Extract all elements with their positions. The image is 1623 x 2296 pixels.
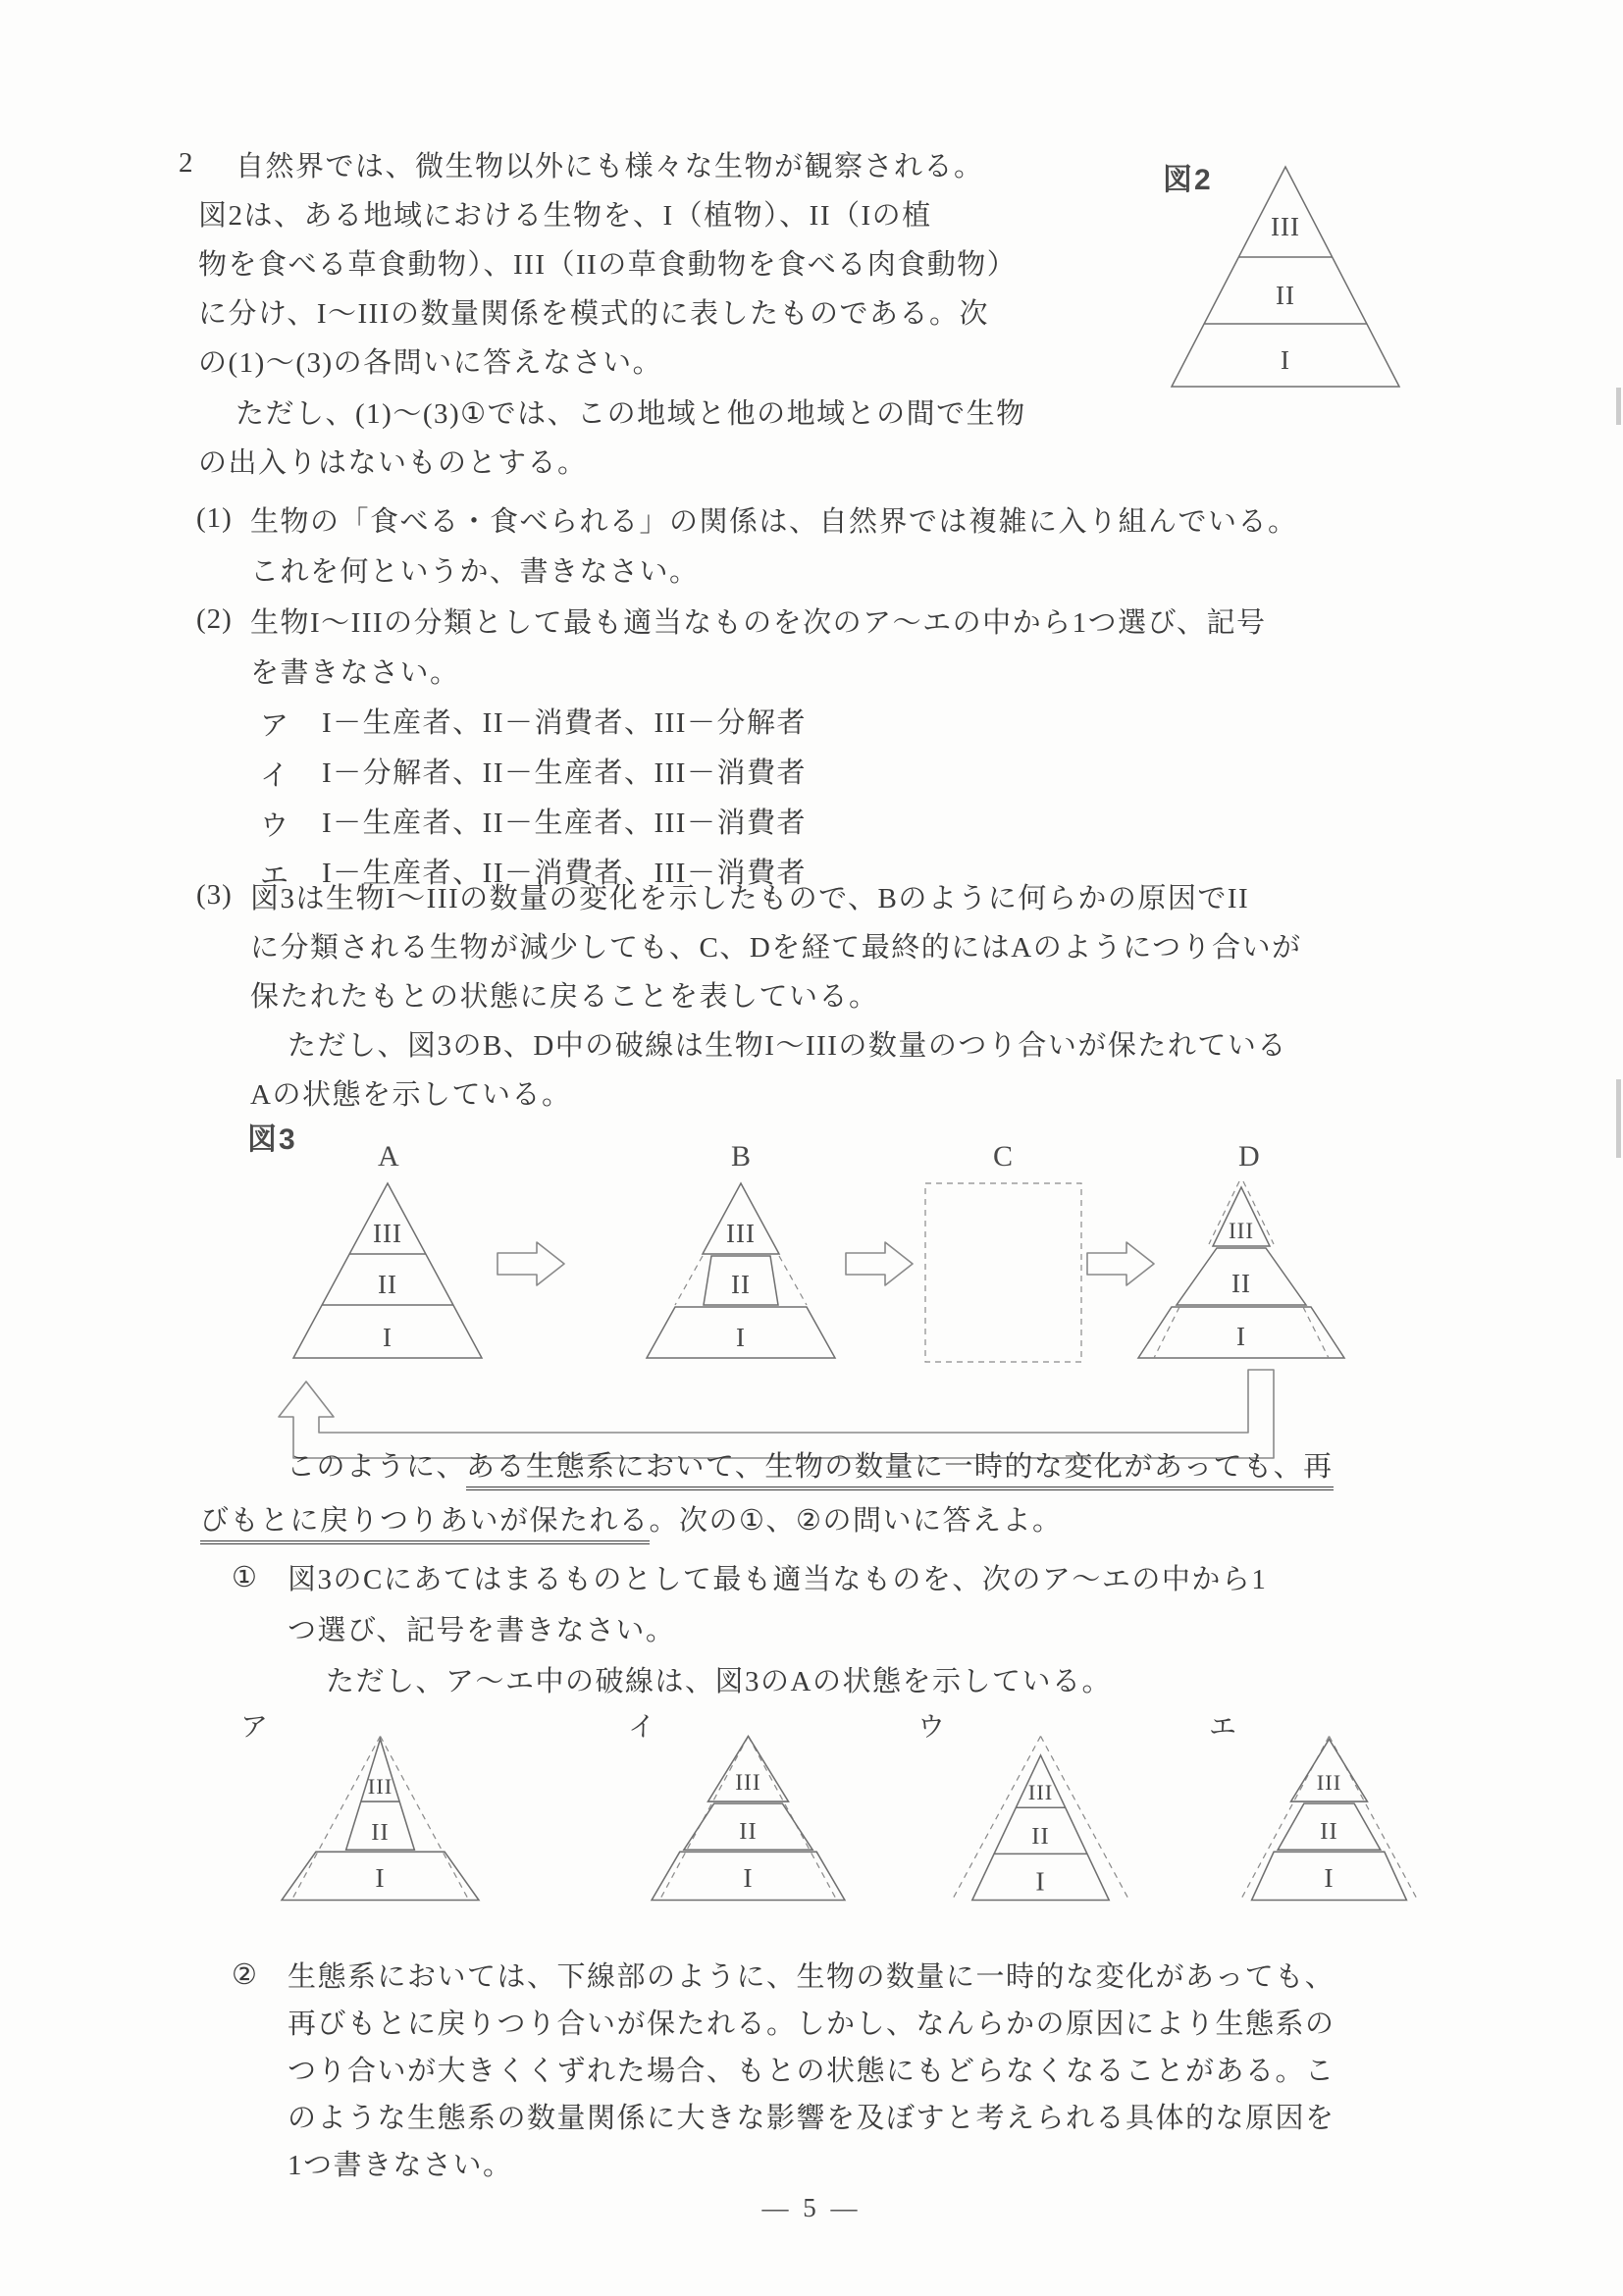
svg-text:I: I — [1035, 1865, 1046, 1897]
fig3-pyramid-a — [280, 1177, 496, 1364]
q2-line-2: を書きなさい。 — [250, 657, 460, 689]
intro-line-7: の出入りはないものとする。 — [198, 447, 588, 479]
q1-marker: (1) — [196, 502, 233, 534]
svg-text:III: III — [1229, 1219, 1254, 1243]
q3-marker: (3) — [196, 879, 233, 911]
scan-artifact-mark — [1616, 1079, 1621, 1158]
svg-text:I: I — [383, 1323, 393, 1352]
q2-marker: (2) — [196, 603, 233, 635]
q2-option-u-marker: ウ — [260, 810, 290, 842]
q2-option-a-marker: ア — [260, 710, 290, 742]
sub2-line-4: のような生態系の数量関係に大きな影響を及ぼすと考えられる具体的な原因を — [288, 2103, 1335, 2134]
sub1-marker: ① — [232, 1562, 258, 1593]
q2-line-1: 生物I～IIIの分類として最も適当なものを次のア～エの中から1つ選び、記号 — [250, 607, 1267, 639]
sub2-line-2: 再びもとに戻りつり合いが保たれる。しかし、なんらかの原因により生態系の — [288, 2009, 1335, 2040]
fig3-stage-d-label: D — [1238, 1140, 1260, 1173]
option-a-pyramid — [280, 1731, 481, 1907]
fig2-label: 図2 — [1163, 164, 1213, 196]
option-e-pyramid — [1229, 1731, 1430, 1907]
q2-option-i-text: I－分解者、II－生産者、III－消費者 — [322, 757, 807, 789]
svg-text:II: II — [731, 1270, 751, 1299]
summary-line-1: このように、ある生態系において、生物の数量に一時的な変化があっても、再 — [287, 1447, 1334, 1487]
svg-text:III: III — [726, 1219, 756, 1248]
option-u-label: ウ — [917, 1712, 946, 1743]
svg-text:II: II — [1031, 1823, 1050, 1851]
svg-text:III: III — [1316, 1769, 1342, 1795]
fig3-arrow-1 — [496, 1238, 566, 1289]
underlined-text-1: ある生態系において、生物の数量に一時的な変化があっても、再 — [466, 1451, 1334, 1490]
q1-line-1: 生物の「食べる・食べられる」の関係は、自然界では複雑に入り組んでいる。 — [250, 506, 1298, 538]
svg-text:II: II — [371, 1819, 390, 1847]
fig2-level-2: II — [1276, 281, 1295, 310]
svg-text:I: I — [736, 1323, 746, 1352]
q2-option-a-text: I－生産者、II－消費者、III－分解者 — [322, 707, 807, 739]
svg-text:I: I — [743, 1862, 754, 1894]
intro-line-6: ただし、(1)～(3)①では、この地域と他の地域との間で生物 — [236, 398, 1026, 430]
fig2-level-1: I — [1281, 345, 1290, 375]
page-number: — 5 — — [761, 2193, 862, 2222]
sub2-marker: ② — [232, 1959, 258, 1991]
fig3-stage-a-label: A — [378, 1140, 399, 1173]
intro-line-4: に分け、I～IIIの数量関係を模式的に表したものである。次 — [198, 298, 989, 330]
q2-option-i-marker: イ — [260, 760, 290, 792]
fig3-arrow-2 — [844, 1238, 915, 1289]
svg-text:I: I — [1236, 1322, 1246, 1351]
q2-option-e-marker: エ — [260, 861, 290, 892]
svg-text:I: I — [375, 1862, 386, 1894]
fig2-level-3: III — [1271, 212, 1300, 241]
q3-line-4: ただし、図3のB、D中の破線は生物I～IIIの数量のつり合いが保たれている — [288, 1030, 1287, 1062]
intro-line-3: 物を食べる草食動物）、III（IIの草食動物を食べる肉食動物） — [198, 249, 1018, 281]
svg-text:II: II — [739, 1817, 758, 1845]
svg-text:III: III — [367, 1773, 393, 1799]
underlined-text-2: びもとに戻りつりあいが保たれる — [200, 1505, 650, 1544]
scan-artifact-mark — [1616, 388, 1621, 425]
fig3-pyramid-b — [633, 1177, 849, 1364]
svg-text:II: II — [378, 1270, 397, 1299]
q3-line-2: に分類される生物が減少しても、C、Dを経て最終的にはAのようにつり合いが — [250, 932, 1302, 964]
sub2-line-5: 1つ書きなさい。 — [288, 2150, 513, 2181]
fig3-box-c — [922, 1180, 1084, 1365]
fig3-stage-b-label: B — [731, 1140, 752, 1173]
fig3-stage-c-label: C — [993, 1140, 1014, 1173]
svg-text:III: III — [1027, 1780, 1054, 1805]
q3-line-1: 図3は生物I～IIIの数量の変化を示したもので、Bのように何らかの原因でII — [250, 883, 1250, 914]
q3-line-5: Aの状態を示している。 — [250, 1079, 572, 1111]
summary-line-2: びもとに戻りつりあいが保たれる。次の①、②の問いに答えよ。 — [200, 1501, 1063, 1540]
svg-text:II: II — [1231, 1269, 1251, 1298]
sub1-line-3: ただし、ア～エ中の破線は、図3のAの状態を示している。 — [326, 1666, 1112, 1697]
svg-text:II: II — [1320, 1817, 1338, 1845]
svg-text:III: III — [735, 1769, 761, 1796]
svg-text:III: III — [373, 1219, 402, 1248]
sub2-line-1: 生態系においては、下線部のように、生物の数量に一時的な変化があっても、 — [288, 1961, 1335, 1993]
fig3-label: 図3 — [247, 1123, 297, 1156]
option-i-label: イ — [628, 1712, 656, 1743]
q2-option-e-text: I－生産者、II－消費者、III－消費者 — [322, 858, 807, 889]
option-i-pyramid — [648, 1731, 849, 1907]
fig2-pyramid — [1158, 159, 1413, 394]
question-number: 2 — [179, 147, 194, 179]
option-u-pyramid — [940, 1731, 1141, 1907]
sub1-line-2: つ選び、記号を書きなさい。 — [288, 1615, 676, 1646]
option-e-label: エ — [1209, 1712, 1237, 1743]
q2-option-u-text: I－生産者、II－生産者、III－消費者 — [322, 808, 807, 839]
svg-text:I: I — [1324, 1862, 1335, 1894]
intro-line-1: 自然界では、微生物以外にも様々な生物が観察される。 — [236, 151, 984, 183]
intro-line-2: 図2は、ある地域における生物を、I（植物）、II（Iの植 — [198, 200, 932, 232]
fig3-pyramid-d — [1128, 1175, 1354, 1364]
option-a-label: ア — [240, 1712, 269, 1743]
q1-line-2: これを何というか、書きなさい。 — [250, 556, 700, 588]
intro-line-5: の(1)～(3)の各問いに答えなさい。 — [198, 347, 663, 379]
sub2-line-3: つり合いが大きくくずれた場合、もとの状態にもどらなくなることがある。こ — [288, 2056, 1335, 2087]
q3-line-3: 保たれたもとの状態に戻ることを表している。 — [250, 981, 879, 1013]
sub1-line-1: 図3のCにあてはまるものとして最も適当なものを、次のア～エの中から1 — [288, 1564, 1268, 1595]
